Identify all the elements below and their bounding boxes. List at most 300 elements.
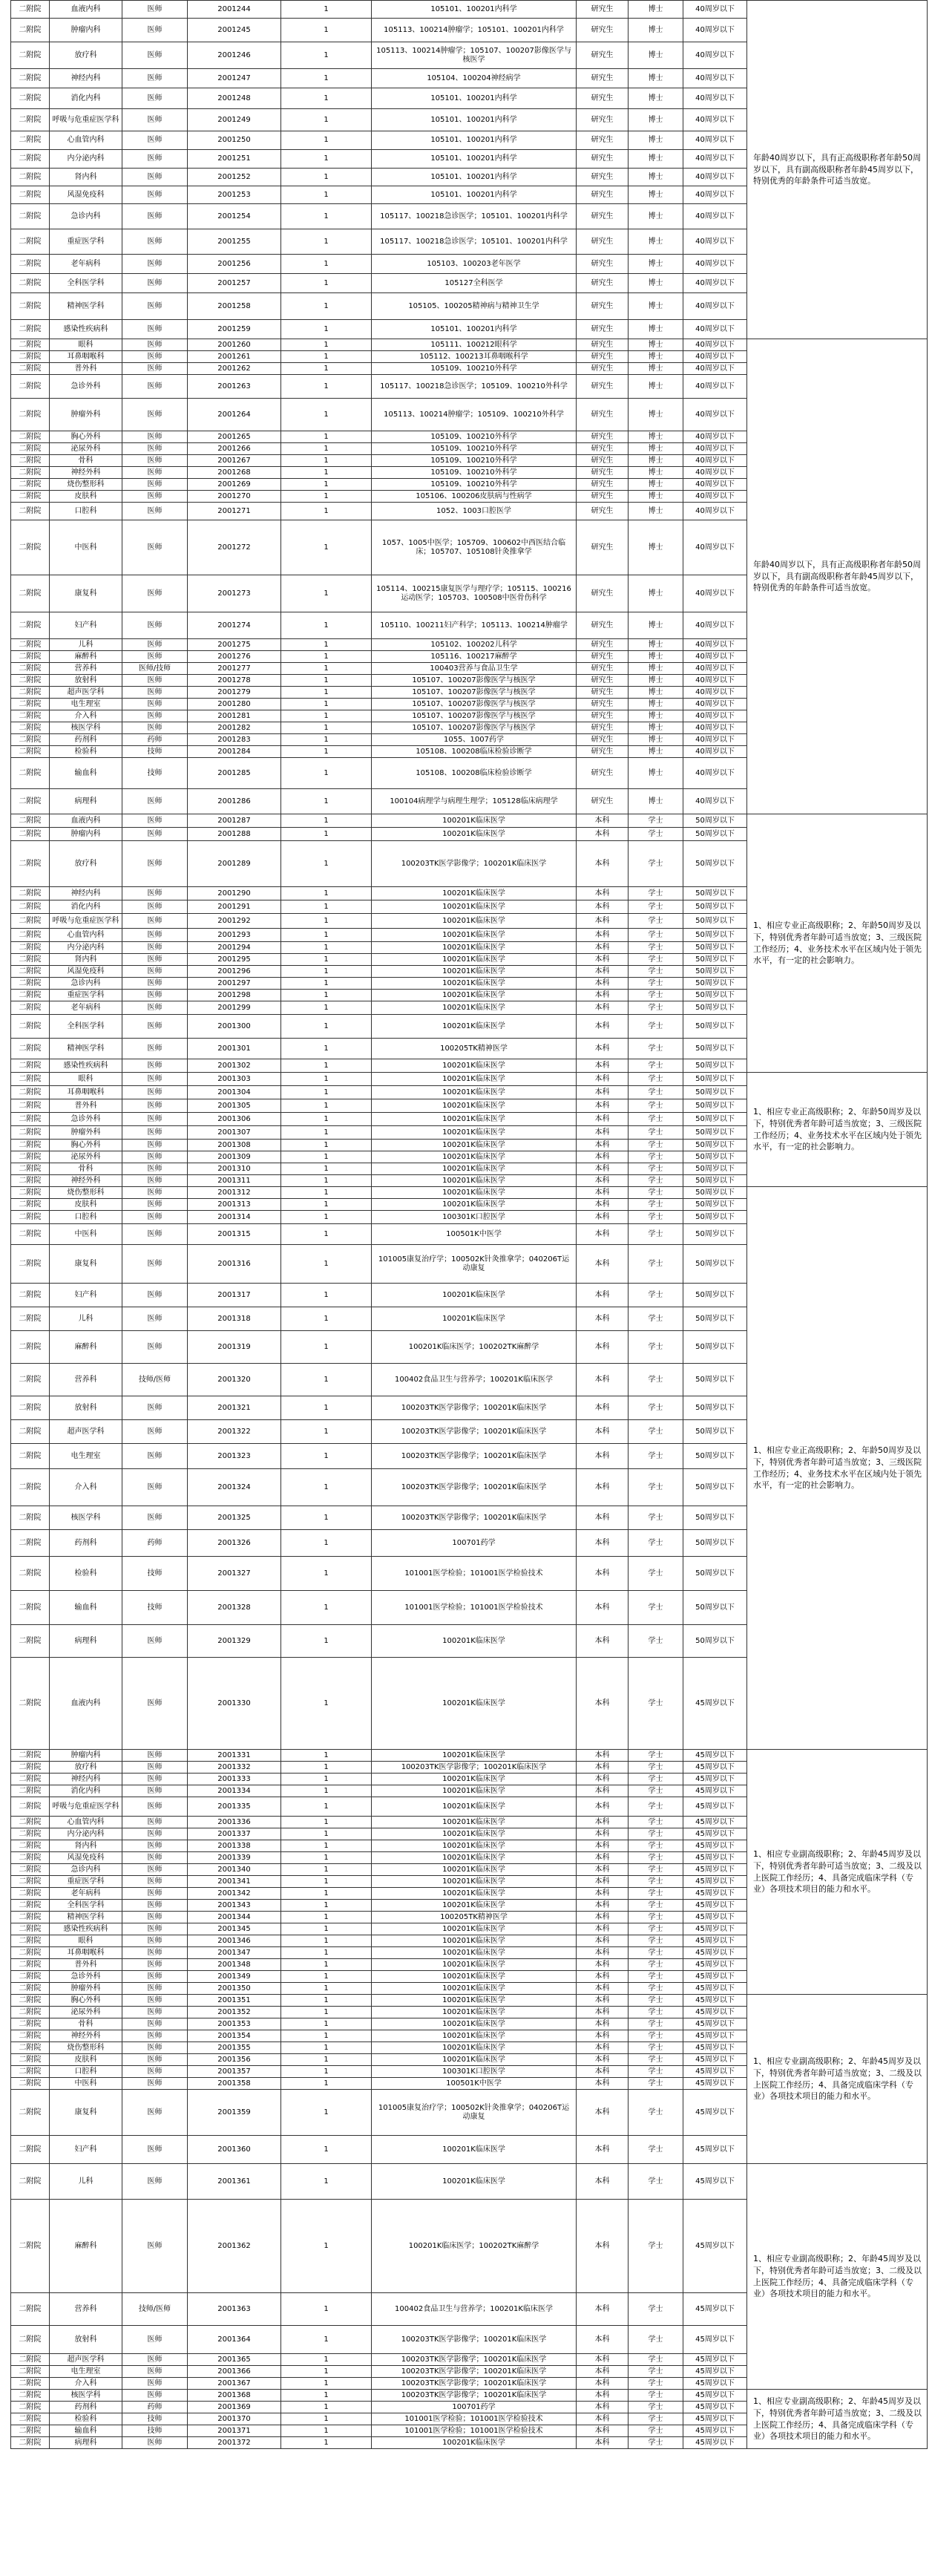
education-cell: 研究生 bbox=[577, 293, 629, 320]
degree-cell: 学士 bbox=[629, 1658, 683, 1750]
age-cell: 45周岁以下 bbox=[683, 1900, 747, 1912]
major-cell: 100201K临床医学 bbox=[372, 1015, 577, 1039]
unit-cell: 二附院 bbox=[11, 612, 50, 639]
age-cell: 45周岁以下 bbox=[683, 2007, 747, 2018]
code-cell: 2001293 bbox=[188, 929, 281, 942]
degree-cell: 学士 bbox=[629, 1506, 683, 1530]
age-cell: 45周岁以下 bbox=[683, 1888, 747, 1900]
degree-cell: 博士 bbox=[629, 699, 683, 710]
count-cell: 1 bbox=[281, 2054, 372, 2066]
dept-cell: 放疗科 bbox=[50, 1762, 122, 1774]
post-cell: 医师 bbox=[122, 1199, 188, 1211]
education-cell: 研究生 bbox=[577, 503, 629, 520]
unit-cell: 二附院 bbox=[11, 734, 50, 746]
major-cell: 100201K临床医学 bbox=[372, 1187, 577, 1199]
education-cell: 研究生 bbox=[577, 722, 629, 734]
count-cell: 1 bbox=[281, 1995, 372, 2007]
unit-cell: 二附院 bbox=[11, 687, 50, 699]
unit-cell: 二附院 bbox=[11, 663, 50, 675]
major-cell: 100201K临床医学 bbox=[372, 1935, 577, 1947]
code-cell: 2001358 bbox=[188, 2078, 281, 2090]
count-cell: 1 bbox=[281, 1797, 372, 1817]
dept-cell: 营养科 bbox=[50, 663, 122, 675]
post-cell: 医师 bbox=[122, 1211, 188, 1224]
unit-cell: 二附院 bbox=[11, 375, 50, 399]
age-cell: 45周岁以下 bbox=[683, 2066, 747, 2078]
code-cell: 2001306 bbox=[188, 1113, 281, 1126]
code-cell: 2001334 bbox=[188, 1785, 281, 1797]
age-cell: 45周岁以下 bbox=[683, 2413, 747, 2425]
age-cell: 50周岁以下 bbox=[683, 1059, 747, 1073]
count-cell: 1 bbox=[281, 2366, 372, 2378]
major-cell: 100201K临床医学 bbox=[372, 1947, 577, 1959]
code-cell: 2001331 bbox=[188, 1750, 281, 1762]
unit-cell: 二附院 bbox=[11, 1817, 50, 1828]
dept-cell: 重症医学科 bbox=[50, 1876, 122, 1888]
unit-cell: 二附院 bbox=[11, 1785, 50, 1797]
degree-cell: 博士 bbox=[629, 375, 683, 399]
education-cell: 本科 bbox=[577, 1211, 629, 1224]
unit-cell: 二附院 bbox=[11, 1995, 50, 2007]
unit-cell: 二附院 bbox=[11, 503, 50, 520]
code-cell: 2001255 bbox=[188, 229, 281, 255]
unit-cell: 二附院 bbox=[11, 2354, 50, 2366]
count-cell: 1 bbox=[281, 503, 372, 520]
degree-cell: 学士 bbox=[629, 1469, 683, 1506]
unit-cell: 二附院 bbox=[11, 1876, 50, 1888]
education-cell: 本科 bbox=[577, 929, 629, 942]
dept-cell: 泌尿外科 bbox=[50, 443, 122, 455]
age-cell: 50周岁以下 bbox=[683, 954, 747, 966]
post-cell: 医师 bbox=[122, 1039, 188, 1059]
code-cell: 2001359 bbox=[188, 2090, 281, 2136]
code-cell: 2001287 bbox=[188, 814, 281, 828]
major-cell: 105107、100207影像医学与核医学 bbox=[372, 710, 577, 722]
age-cell: 40周岁以下 bbox=[683, 491, 747, 503]
dept-cell: 肾内科 bbox=[50, 954, 122, 966]
age-cell: 45周岁以下 bbox=[683, 1995, 747, 2007]
dept-cell: 烧伤整形科 bbox=[50, 1187, 122, 1199]
age-cell: 50周岁以下 bbox=[683, 1469, 747, 1506]
dept-cell: 消化内科 bbox=[50, 900, 122, 914]
code-cell: 2001278 bbox=[188, 675, 281, 687]
age-cell: 50周岁以下 bbox=[683, 1364, 747, 1396]
count-cell: 1 bbox=[281, 841, 372, 887]
count-cell: 1 bbox=[281, 2293, 372, 2326]
major-cell: 100201K临床医学 bbox=[372, 1923, 577, 1935]
unit-cell: 二附院 bbox=[11, 1245, 50, 1284]
unit-cell: 二附院 bbox=[11, 1947, 50, 1959]
dept-cell: 神经内科 bbox=[50, 69, 122, 88]
post-cell: 医师 bbox=[122, 914, 188, 929]
dept-cell: 病理科 bbox=[50, 1625, 122, 1658]
unit-cell: 二附院 bbox=[11, 1224, 50, 1245]
unit-cell: 二附院 bbox=[11, 520, 50, 575]
degree-cell: 学士 bbox=[629, 1785, 683, 1797]
count-cell: 1 bbox=[281, 2354, 372, 2366]
degree-cell: 学士 bbox=[629, 841, 683, 887]
count-cell: 1 bbox=[281, 2018, 372, 2030]
count-cell: 1 bbox=[281, 2437, 372, 2449]
dept-cell: 麻醉科 bbox=[50, 1331, 122, 1364]
age-cell: 40周岁以下 bbox=[683, 734, 747, 746]
education-cell: 研究生 bbox=[577, 467, 629, 479]
unit-cell: 二附院 bbox=[11, 1151, 50, 1163]
count-cell: 1 bbox=[281, 88, 372, 109]
count-cell: 1 bbox=[281, 1086, 372, 1099]
major-cell: 105101、100201内科学 bbox=[372, 109, 577, 131]
education-cell: 本科 bbox=[577, 1086, 629, 1099]
unit-cell: 二附院 bbox=[11, 1099, 50, 1113]
post-cell: 医师 bbox=[122, 1840, 188, 1852]
code-cell: 2001347 bbox=[188, 1947, 281, 1959]
degree-cell: 学士 bbox=[629, 1828, 683, 1840]
major-cell: 100201K临床医学 bbox=[372, 954, 577, 966]
unit-cell: 二附院 bbox=[11, 814, 50, 828]
post-cell: 医师 bbox=[122, 503, 188, 520]
dept-cell: 检验科 bbox=[50, 2413, 122, 2425]
major-cell: 100201K临床医学 bbox=[372, 1995, 577, 2007]
education-cell: 研究生 bbox=[577, 109, 629, 131]
count-cell: 1 bbox=[281, 2200, 372, 2293]
table-row bbox=[11, 1750, 928, 1762]
dept-cell: 核医学科 bbox=[50, 2390, 122, 2402]
degree-cell: 博士 bbox=[629, 467, 683, 479]
post-cell: 医师 bbox=[122, 1151, 188, 1163]
post-cell: 医师 bbox=[122, 229, 188, 255]
major-cell: 100203TK医学影像学；100201K临床医学 bbox=[372, 1506, 577, 1530]
post-cell: 医师 bbox=[122, 1331, 188, 1364]
count-cell: 1 bbox=[281, 320, 372, 339]
major-cell: 105107、100207影像医学与核医学 bbox=[372, 675, 577, 687]
age-cell: 40周岁以下 bbox=[683, 131, 747, 150]
degree-cell: 学士 bbox=[629, 1876, 683, 1888]
degree-cell: 学士 bbox=[629, 1983, 683, 1995]
major-cell: 105116、100217麻醉学 bbox=[372, 651, 577, 663]
degree-cell: 学士 bbox=[629, 1331, 683, 1364]
dept-cell: 风湿免疫科 bbox=[50, 1852, 122, 1864]
education-cell: 本科 bbox=[577, 1364, 629, 1396]
age-cell: 45周岁以下 bbox=[683, 2437, 747, 2449]
dept-cell: 儿科 bbox=[50, 2164, 122, 2200]
age-cell: 40周岁以下 bbox=[683, 169, 747, 186]
age-cell: 50周岁以下 bbox=[683, 887, 747, 900]
age-cell: 45周岁以下 bbox=[683, 1935, 747, 1947]
count-cell: 1 bbox=[281, 1113, 372, 1126]
count-cell: 1 bbox=[281, 575, 372, 612]
age-cell: 50周岁以下 bbox=[683, 841, 747, 887]
count-cell: 1 bbox=[281, 1364, 372, 1396]
unit-cell: 二附院 bbox=[11, 1658, 50, 1750]
education-cell: 本科 bbox=[577, 2054, 629, 2066]
dept-cell: 风湿免疫科 bbox=[50, 966, 122, 978]
count-cell: 1 bbox=[281, 1971, 372, 1983]
code-cell: 2001282 bbox=[188, 722, 281, 734]
dept-cell: 超声医学科 bbox=[50, 1420, 122, 1444]
unit-cell: 二附院 bbox=[11, 722, 50, 734]
dept-cell: 妇产科 bbox=[50, 2136, 122, 2164]
code-cell: 2001301 bbox=[188, 1039, 281, 1059]
count-cell: 1 bbox=[281, 1151, 372, 1163]
education-cell: 本科 bbox=[577, 814, 629, 828]
education-cell: 研究生 bbox=[577, 150, 629, 169]
major-cell: 100201K临床医学 bbox=[372, 914, 577, 929]
degree-cell: 学士 bbox=[629, 1113, 683, 1126]
post-cell: 医师 bbox=[122, 169, 188, 186]
post-cell: 医师 bbox=[122, 42, 188, 69]
code-cell: 2001356 bbox=[188, 2054, 281, 2066]
unit-cell: 二附院 bbox=[11, 1506, 50, 1530]
count-cell: 1 bbox=[281, 1469, 372, 1506]
education-cell: 本科 bbox=[577, 2066, 629, 2078]
age-cell: 40周岁以下 bbox=[683, 1, 747, 19]
post-cell: 医师 bbox=[122, 639, 188, 651]
dept-cell: 耳鼻咽喉科 bbox=[50, 351, 122, 363]
post-cell: 医师 bbox=[122, 1086, 188, 1099]
count-cell: 1 bbox=[281, 1852, 372, 1864]
code-cell: 2001291 bbox=[188, 900, 281, 914]
post-cell: 医师 bbox=[122, 363, 188, 375]
post-cell: 医师 bbox=[122, 2366, 188, 2378]
education-cell: 本科 bbox=[577, 2042, 629, 2054]
education-cell: 本科 bbox=[577, 990, 629, 1001]
count-cell: 1 bbox=[281, 339, 372, 351]
post-cell: 医师 bbox=[122, 1187, 188, 1199]
education-cell: 本科 bbox=[577, 2366, 629, 2378]
table-row bbox=[11, 1995, 928, 2007]
education-cell: 本科 bbox=[577, 2164, 629, 2200]
dept-cell: 麻醉科 bbox=[50, 2200, 122, 2293]
post-cell: 医师 bbox=[122, 1245, 188, 1284]
major-cell: 100201K临床医学 bbox=[372, 1625, 577, 1658]
education-cell: 本科 bbox=[577, 2007, 629, 2018]
code-cell: 2001329 bbox=[188, 1625, 281, 1658]
count-cell: 1 bbox=[281, 1001, 372, 1015]
degree-cell: 博士 bbox=[629, 1, 683, 19]
major-cell: 100201K临床医学 bbox=[372, 887, 577, 900]
count-cell: 1 bbox=[281, 150, 372, 169]
education-cell: 本科 bbox=[577, 966, 629, 978]
age-cell: 40周岁以下 bbox=[683, 479, 747, 491]
unit-cell: 二附院 bbox=[11, 1864, 50, 1876]
dept-cell: 病理科 bbox=[50, 789, 122, 814]
major-cell: 105107、100207影像医学与核医学 bbox=[372, 722, 577, 734]
code-cell: 2001351 bbox=[188, 1995, 281, 2007]
age-cell: 45周岁以下 bbox=[683, 1658, 747, 1750]
unit-cell: 二附院 bbox=[11, 1959, 50, 1971]
count-cell: 1 bbox=[281, 479, 372, 491]
post-cell: 医师 bbox=[122, 2066, 188, 2078]
education-cell: 本科 bbox=[577, 2413, 629, 2425]
code-cell: 2001327 bbox=[188, 1557, 281, 1591]
degree-cell: 学士 bbox=[629, 2413, 683, 2425]
dept-cell: 药剂科 bbox=[50, 734, 122, 746]
code-cell: 2001345 bbox=[188, 1923, 281, 1935]
dept-cell: 中医科 bbox=[50, 520, 122, 575]
major-cell: 100201K临床医学 bbox=[372, 1971, 577, 1983]
age-cell: 50周岁以下 bbox=[683, 1245, 747, 1284]
age-cell: 40周岁以下 bbox=[683, 204, 747, 229]
dept-cell: 电生理室 bbox=[50, 2366, 122, 2378]
dept-cell: 老年病科 bbox=[50, 255, 122, 274]
dept-cell: 骨科 bbox=[50, 2018, 122, 2030]
degree-cell: 博士 bbox=[629, 722, 683, 734]
unit-cell: 二附院 bbox=[11, 339, 50, 351]
major-cell: 100201K临床医学 bbox=[372, 2136, 577, 2164]
education-cell: 本科 bbox=[577, 900, 629, 914]
post-cell: 医师 bbox=[122, 1864, 188, 1876]
major-cell: 100201K临床医学 bbox=[372, 1876, 577, 1888]
age-cell: 40周岁以下 bbox=[683, 687, 747, 699]
post-cell: 医师 bbox=[122, 1900, 188, 1912]
unit-cell: 二附院 bbox=[11, 2326, 50, 2354]
code-cell: 2001286 bbox=[188, 789, 281, 814]
code-cell: 2001302 bbox=[188, 1059, 281, 1073]
age-cell: 40周岁以下 bbox=[683, 431, 747, 443]
count-cell: 1 bbox=[281, 1947, 372, 1959]
dept-cell: 神经内科 bbox=[50, 1774, 122, 1785]
degree-cell: 博士 bbox=[629, 663, 683, 675]
dept-cell: 药剂科 bbox=[50, 1530, 122, 1557]
age-cell: 45周岁以下 bbox=[683, 1817, 747, 1828]
dept-cell: 心血管内科 bbox=[50, 131, 122, 150]
post-cell: 医师 bbox=[122, 150, 188, 169]
post-cell: 医师 bbox=[122, 1175, 188, 1187]
code-cell: 2001264 bbox=[188, 399, 281, 431]
unit-cell: 二附院 bbox=[11, 1469, 50, 1506]
age-cell: 50周岁以下 bbox=[683, 1073, 747, 1086]
dept-cell: 中医科 bbox=[50, 2078, 122, 2090]
degree-cell: 学士 bbox=[629, 2378, 683, 2390]
degree-cell: 学士 bbox=[629, 2390, 683, 2402]
dept-cell: 急诊外科 bbox=[50, 1971, 122, 1983]
education-cell: 研究生 bbox=[577, 491, 629, 503]
post-cell: 医师 bbox=[122, 1797, 188, 1817]
degree-cell: 博士 bbox=[629, 204, 683, 229]
dept-cell: 核医学科 bbox=[50, 1506, 122, 1530]
age-cell: 50周岁以下 bbox=[683, 978, 747, 990]
education-cell: 研究生 bbox=[577, 1, 629, 19]
dept-cell: 骨科 bbox=[50, 455, 122, 467]
major-cell: 100201K临床医学；100202TK麻醉学 bbox=[372, 2200, 577, 2293]
education-cell: 研究生 bbox=[577, 734, 629, 746]
code-cell: 2001368 bbox=[188, 2390, 281, 2402]
code-cell: 2001322 bbox=[188, 1420, 281, 1444]
code-cell: 2001262 bbox=[188, 363, 281, 375]
post-cell: 医师 bbox=[122, 1469, 188, 1506]
post-cell: 医师 bbox=[122, 2007, 188, 2018]
count-cell: 1 bbox=[281, 1840, 372, 1852]
count-cell: 1 bbox=[281, 69, 372, 88]
unit-cell: 二附院 bbox=[11, 1015, 50, 1039]
post-cell: 医师 bbox=[122, 1912, 188, 1923]
age-cell: 50周岁以下 bbox=[683, 1331, 747, 1364]
age-cell: 50周岁以下 bbox=[683, 1530, 747, 1557]
unit-cell: 二附院 bbox=[11, 1750, 50, 1762]
conditions-cell: 1、相应专业副高级职称；2、年龄45周岁及以下，特别优秀者年龄可适当放宽；3、二级及以上医院工作经历；4、具备完成临床学科（专业）各项技术项目的能力和水平。 bbox=[747, 1750, 928, 1995]
unit-cell: 二附院 bbox=[11, 887, 50, 900]
major-cell: 100201K临床医学 bbox=[372, 978, 577, 990]
dept-cell: 感染性疾病科 bbox=[50, 1059, 122, 1073]
count-cell: 1 bbox=[281, 1199, 372, 1211]
unit-cell: 二附院 bbox=[11, 942, 50, 954]
dept-cell: 妇产科 bbox=[50, 612, 122, 639]
code-cell: 2001256 bbox=[188, 255, 281, 274]
major-cell: 100701药学 bbox=[372, 1530, 577, 1557]
count-cell: 1 bbox=[281, 455, 372, 467]
count-cell: 1 bbox=[281, 734, 372, 746]
post-cell: 医师 bbox=[122, 1983, 188, 1995]
degree-cell: 学士 bbox=[629, 2054, 683, 2066]
dept-cell: 血液内科 bbox=[50, 814, 122, 828]
degree-cell: 学士 bbox=[629, 1817, 683, 1828]
unit-cell: 二附院 bbox=[11, 651, 50, 663]
dept-cell: 骨科 bbox=[50, 1163, 122, 1175]
count-cell: 1 bbox=[281, 1959, 372, 1971]
dept-cell: 普外科 bbox=[50, 1959, 122, 1971]
code-cell: 2001326 bbox=[188, 1530, 281, 1557]
post-cell: 医师 bbox=[122, 575, 188, 612]
degree-cell: 学士 bbox=[629, 1187, 683, 1199]
age-cell: 45周岁以下 bbox=[683, 1762, 747, 1774]
major-cell: 105117、100218急诊医学；105109、100210外科学 bbox=[372, 375, 577, 399]
major-cell: 101001医学检验；101001医学检验技术 bbox=[372, 2413, 577, 2425]
major-cell: 100203TK医学影像学；100201K临床医学 bbox=[372, 1420, 577, 1444]
major-cell: 100403营养与食品卫生学 bbox=[372, 663, 577, 675]
education-cell: 本科 bbox=[577, 1557, 629, 1591]
post-cell: 技师 bbox=[122, 1591, 188, 1625]
conditions-cell: 年龄40周岁以下，具有正高级职称者年龄50周岁以下，具有副高级职称者年龄45周岁以下，特别优秀的年龄条件可适当放宽。 bbox=[747, 339, 928, 814]
code-cell: 2001342 bbox=[188, 1888, 281, 1900]
age-cell: 45周岁以下 bbox=[683, 1912, 747, 1923]
post-cell: 医师 bbox=[122, 699, 188, 710]
age-cell: 50周岁以下 bbox=[683, 1591, 747, 1625]
degree-cell: 博士 bbox=[629, 186, 683, 204]
degree-cell: 博士 bbox=[629, 19, 683, 42]
count-cell: 1 bbox=[281, 1900, 372, 1912]
major-cell: 100201K临床医学 bbox=[372, 1001, 577, 1015]
education-cell: 本科 bbox=[577, 1059, 629, 1073]
code-cell: 2001372 bbox=[188, 2437, 281, 2449]
major-cell: 105101、100201内科学 bbox=[372, 320, 577, 339]
degree-cell: 学士 bbox=[629, 1163, 683, 1175]
unit-cell: 二附院 bbox=[11, 399, 50, 431]
degree-cell: 学士 bbox=[629, 900, 683, 914]
post-cell: 医师 bbox=[122, 1, 188, 19]
degree-cell: 学士 bbox=[629, 1126, 683, 1140]
code-cell: 2001304 bbox=[188, 1086, 281, 1099]
education-cell: 本科 bbox=[577, 1983, 629, 1995]
post-cell: 医师 bbox=[122, 2326, 188, 2354]
age-cell: 50周岁以下 bbox=[683, 1099, 747, 1113]
age-cell: 45周岁以下 bbox=[683, 1774, 747, 1785]
count-cell: 1 bbox=[281, 914, 372, 929]
degree-cell: 学士 bbox=[629, 1175, 683, 1187]
dept-cell: 输血科 bbox=[50, 2425, 122, 2437]
code-cell: 2001338 bbox=[188, 1840, 281, 1852]
code-cell: 2001263 bbox=[188, 375, 281, 399]
code-cell: 2001281 bbox=[188, 710, 281, 722]
unit-cell: 二附院 bbox=[11, 1187, 50, 1199]
degree-cell: 学士 bbox=[629, 1762, 683, 1774]
code-cell: 2001276 bbox=[188, 651, 281, 663]
code-cell: 2001274 bbox=[188, 612, 281, 639]
code-cell: 2001271 bbox=[188, 503, 281, 520]
count-cell: 1 bbox=[281, 1625, 372, 1658]
age-cell: 40周岁以下 bbox=[683, 399, 747, 431]
count-cell: 1 bbox=[281, 978, 372, 990]
count-cell: 1 bbox=[281, 169, 372, 186]
